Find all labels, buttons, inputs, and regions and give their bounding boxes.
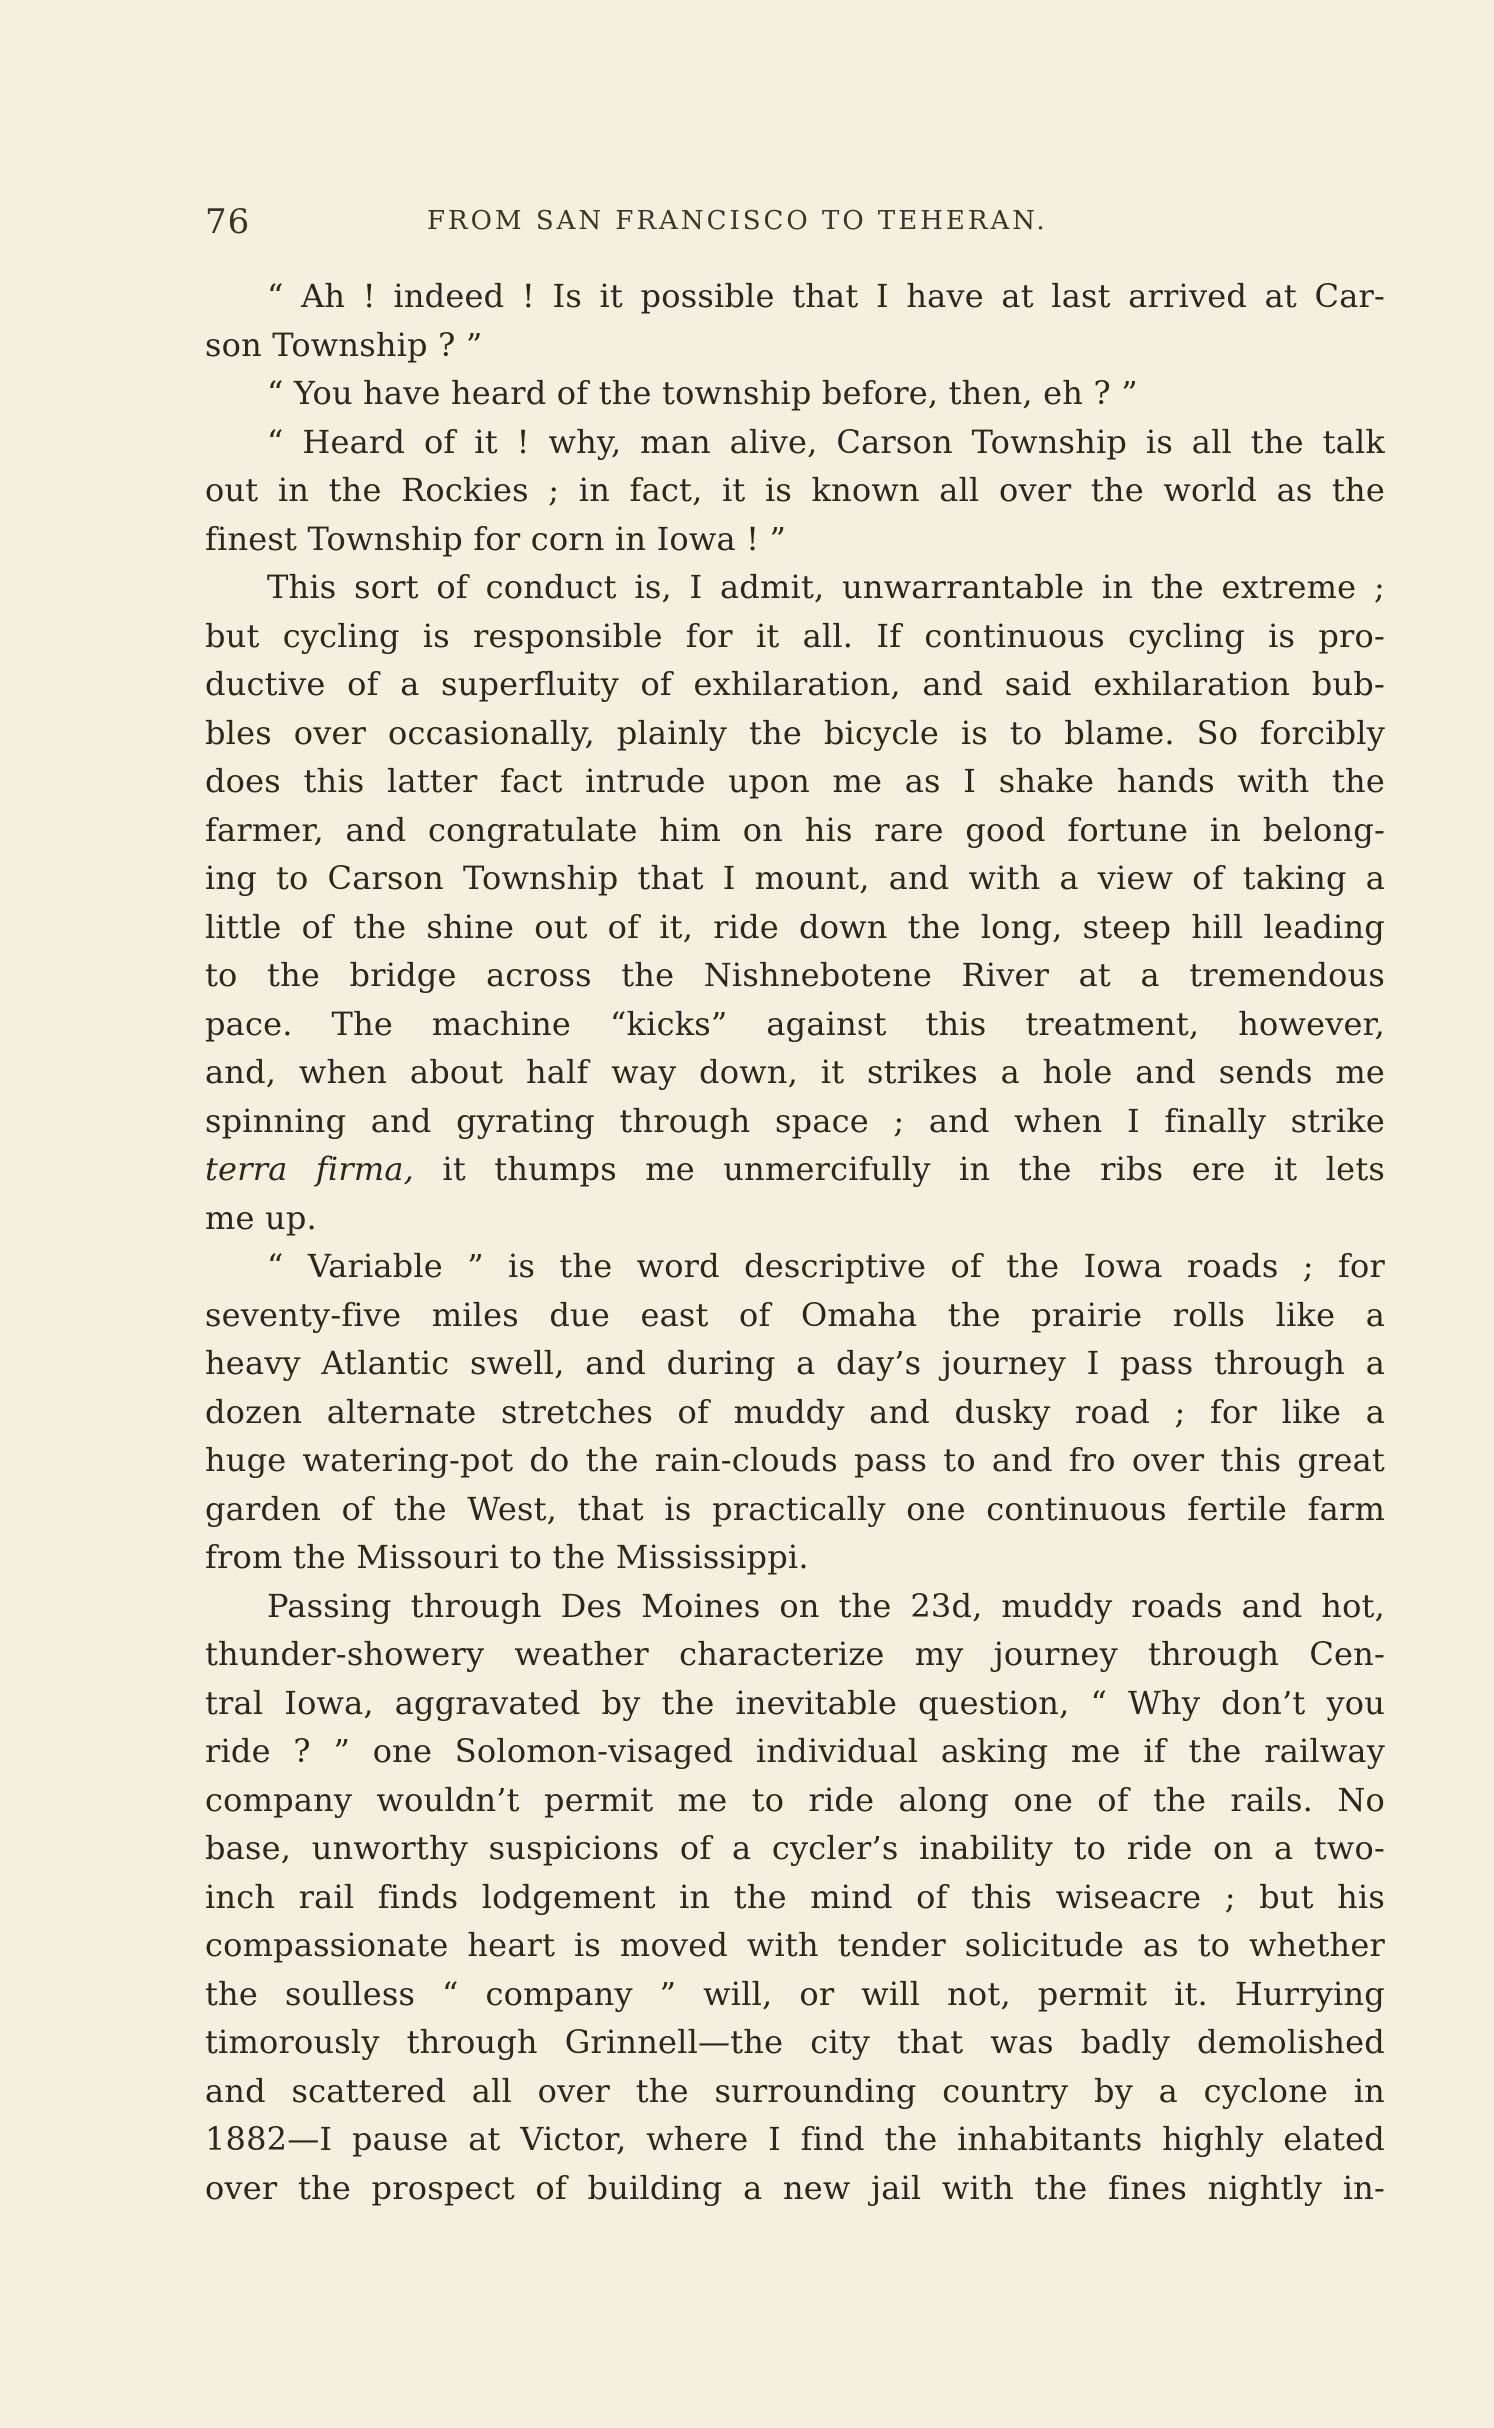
text-line: tral Iowa, aggravated by the inevitable question, “ Why don’t you (205, 1683, 1385, 1722)
text-line: base, unworthy suspicions of a cycler’s inability to ride on a two- (205, 1829, 1385, 1867)
text-line: farmer, and congratulate him on his rare good fortune in belong- (205, 810, 1385, 849)
page-number: 76 (205, 202, 251, 242)
text-line: compassionate heart is moved with tender solicitude as to whether (205, 1926, 1385, 1964)
line-rest: it thumps me unmercifully in the ribs ere it lets (414, 1150, 1385, 1188)
body-text (205, 272, 1385, 2212)
text-line: son Township ? ” (205, 325, 483, 364)
text-line: seventy-five miles due east of Omaha the prairie rolls like a (205, 1295, 1385, 1334)
text-line: ing to Carson Township that I mount, and with a view of taking a (205, 859, 1385, 897)
text-line: timorously through Grinnell—the city that was badly demolished (205, 2023, 1385, 2061)
text-line: out in the Rockies ; in fact, it is known all over the world as the (205, 471, 1385, 509)
text-line: over the prospect of building a new jail with the fines nightly in- (205, 2168, 1385, 2207)
text-line: from the Missouri to the Mississippi. (205, 1538, 809, 1576)
text-line: ductive of a superfluity of exhilaration, and said exhilaration bub- (205, 665, 1385, 703)
text-line: “ Ah ! indeed ! Is it possible that I have at last arrived at Car- (267, 277, 1385, 315)
text-line: This sort of conduct is, I admit, unwarrantable in the extreme ; (267, 568, 1385, 606)
text-line: “ Variable ” is the word descriptive of the Iowa roads ; for (267, 1247, 1385, 1285)
text-line: spinning and gyrating through space ; and when I finally strike (205, 1101, 1385, 1140)
text-line: huge watering-pot do the rain-clouds pass to and fro over this great (205, 1441, 1385, 1479)
text-line: inch rail finds lodgement in the mind of this wiseacre ; but his (205, 1877, 1385, 1916)
running-title: FROM SAN FRANCISCO TO TEHERAN. (427, 206, 1048, 236)
page-header (205, 202, 1375, 242)
text-line: Passing through Des Moines on the 23d, muddy roads and hot, (267, 1586, 1385, 1625)
text-line: does this latter fact intrude upon me as I shake hands with the (205, 762, 1385, 800)
text-line: thunder-showery weather characterize my journey through Cen- (205, 1635, 1385, 1673)
text-line: ride ? ” one Solomon-visaged individual asking me if the railway (205, 1732, 1385, 1770)
text-line: garden of the West, that is practically one continuous fertile farm (205, 1489, 1385, 1528)
text-line: 1882—I pause at Victor, where I find the inhabitants highly elated (205, 2120, 1385, 2158)
text-line: me up. (205, 1198, 317, 1237)
text-line: and, when about half way down, it strikes a hole and sends me (205, 1053, 1385, 1091)
text-line: “ Heard of it ! why, man alive, Carson Township is all the talk (267, 422, 1385, 461)
text-line: to the bridge across the Nishnebotene River at a tremendous (205, 956, 1385, 994)
italic-phrase: terra firma, (205, 1150, 415, 1188)
text-line: finest Township for corn in Iowa ! ” (205, 519, 787, 558)
text-line: “ You have heard of the township before, then, eh ? ” (267, 374, 1138, 412)
text-line: but cycling is responsible for it all. If continuous cycling is pro- (205, 616, 1385, 655)
text-line: heavy Atlantic swell, and during a day’s journey I pass through a (205, 1344, 1385, 1382)
text-line: pace. The machine “kicks” against this treatment, however, (205, 1004, 1385, 1043)
text-line: and scattered all over the surrounding country by a cyclone in (205, 2071, 1385, 2110)
text-line: bles over occasionally, plainly the bicycle is to blame. So forcibly (205, 713, 1385, 752)
text-line: company wouldn’t permit me to ride along one of the rails. No (205, 1780, 1385, 1819)
text-line: dozen alternate stretches of muddy and dusky road ; for like a (205, 1392, 1385, 1431)
text-line: the soulless “ company ” will, or will not, permit it. Hurrying (205, 1974, 1385, 2013)
text-line (205, 1145, 1385, 1194)
text-line: little of the shine out of it, ride down the long, steep hill leading (205, 907, 1385, 946)
